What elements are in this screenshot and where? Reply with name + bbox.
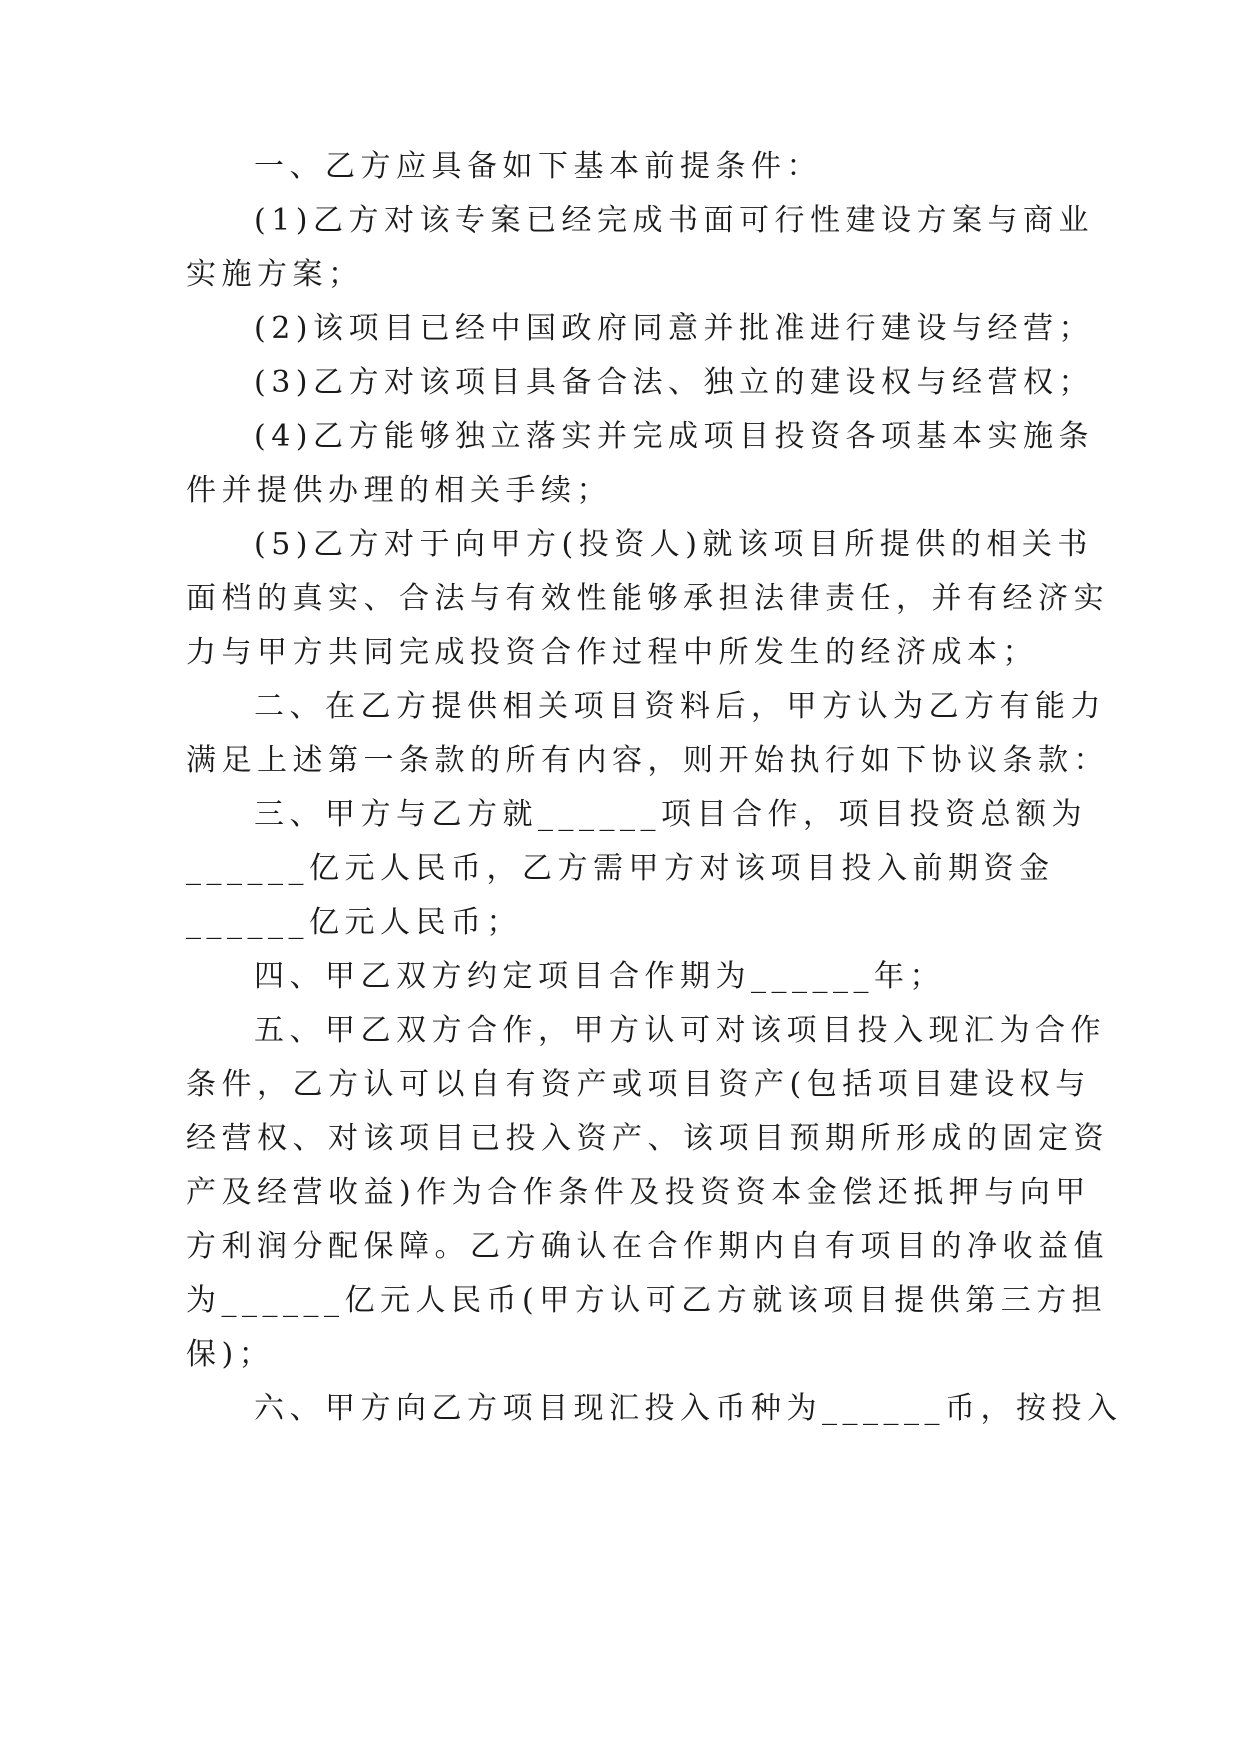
condition-2: (2)该项目已经中国政府同意并批准进行建设与经营；: [254, 311, 1094, 346]
clause-5-line-7: 保)；: [186, 1337, 275, 1372]
clause-5-line-5: 方利润分配保障。乙方确认在合作期内自有项目的净收益值: [186, 1229, 1109, 1264]
condition-1-line-2: 实施方案；: [186, 257, 364, 292]
clause-5-line-1: 五、甲乙双方合作，甲方认可对该项目投入现汇为合作: [254, 1013, 1106, 1048]
condition-4-line-2: 件并提供办理的相关手续；: [186, 473, 612, 508]
clause-3-line-3: ______亿元人民币；: [186, 905, 522, 940]
condition-4-line-1: (4)乙方能够独立落实并完成项目投资各项基本实施条: [254, 419, 1094, 454]
clause-3-line-1: 三、甲方与乙方就______项目合作，项目投资总额为: [254, 797, 1087, 832]
clause-2-line-1: 二、在乙方提供相关项目资料后，甲方认为乙方有能力: [254, 689, 1106, 724]
clause-5-line-6: 为______亿元人民币(甲方认可乙方就该项目提供第三方担: [186, 1283, 1108, 1318]
clause-4: 四、甲乙双方约定项目合作期为______年；: [254, 959, 945, 994]
condition-1-line-1: (1)乙方对该专案已经完成书面可行性建设方案与商业: [254, 203, 1094, 238]
clause-1-heading: 一、乙方应具备如下基本前提条件：: [254, 149, 822, 184]
clause-2-line-2: 满足上述第一条款的所有内容，则开始执行如下协议条款：: [186, 743, 1109, 778]
condition-5-line-1: (5)乙方对于向甲方(投资人)就该项目所提供的相关书: [254, 527, 1093, 562]
clause-6-line-1: 六、甲方向乙方项目现汇投入币种为______币，按投入: [254, 1391, 1123, 1426]
clause-5-line-2: 条件，乙方认可以自有资产或项目资产(包括项目建设权与: [186, 1067, 1091, 1102]
clause-5-line-4: 产及经营收益)作为合作条件及投资资本金偿还抵押与向甲: [186, 1175, 1091, 1210]
clause-3-line-2: ______亿元人民币，乙方需甲方对该项目投入前期资金: [186, 851, 1055, 886]
condition-5-line-3: 力与甲方共同完成投资合作过程中所发生的经济成本；: [186, 635, 1038, 670]
clause-5-line-3: 经营权、对该项目已投入资产、该项目预期所形成的固定资: [186, 1121, 1109, 1156]
condition-3: (3)乙方对该项目具备合法、独立的建设权与经营权；: [254, 365, 1094, 400]
condition-5-line-2: 面档的真实、合法与有效性能够承担法律责任，并有经济实: [186, 581, 1109, 616]
